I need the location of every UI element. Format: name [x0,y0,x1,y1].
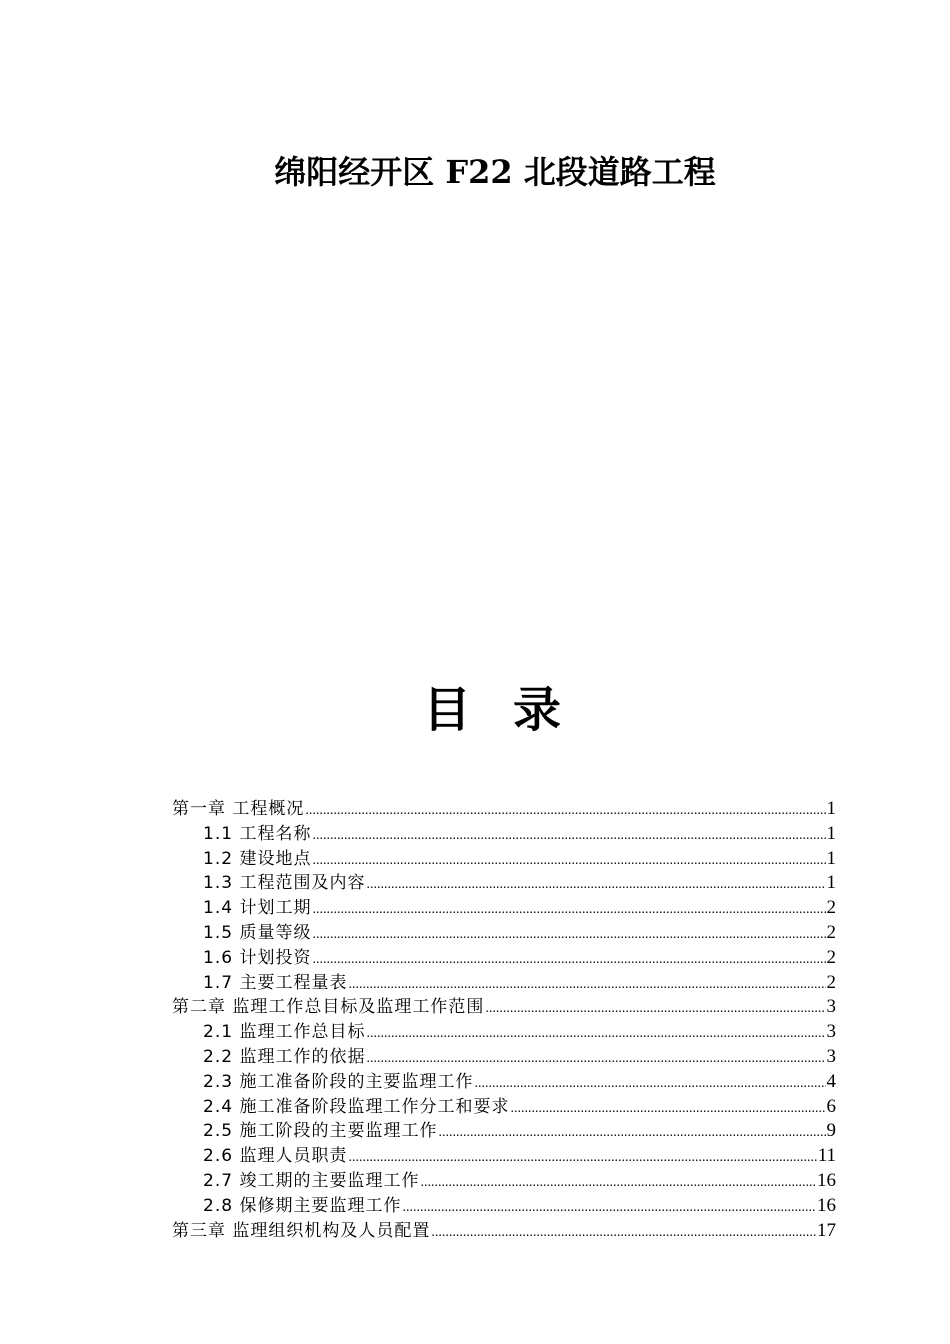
toc-entry[interactable] [172,1169,836,1194]
toc-page-number: 1 [826,872,836,894]
toc-entry[interactable] [172,1020,836,1045]
toc-entry-text: 第一章 工程概况 [172,799,305,819]
toc-dot-leader [474,1072,825,1097]
toc-entry[interactable] [172,1095,836,1120]
toc-page-number: 6 [826,1095,836,1117]
toc-page-number: 1 [826,847,836,869]
toc-dot-leader [366,873,825,898]
toc-heading [0,680,950,740]
toc-entry[interactable] [172,1144,836,1169]
toc-page-number: 2 [826,921,836,943]
toc-dot-leader [438,1121,825,1146]
toc-entry-text: 1.3 工程范围及内容 [203,873,366,894]
toc-entry[interactable] [172,1219,836,1244]
toc-dot-leader [305,799,825,824]
toc-dot-leader [366,1047,825,1072]
document-title: 绵阳经开区 F22 北段道路工程 [274,153,716,191]
toc-entry-text: 1.2 建设地点 [203,848,312,869]
toc-entry-text: 2.4 施工准备阶段监理工作分工和要求 [203,1096,510,1117]
toc-page-number: 1 [826,822,836,844]
toc-dot-leader [485,997,825,1022]
toc-dot-leader [366,1022,825,1047]
toc-page-number: 17 [817,1219,836,1241]
toc-dot-leader [348,1146,816,1171]
toc-entry-text: 1.5 质量等级 [203,922,312,943]
toc-page-number: 16 [817,1169,836,1191]
toc-entry[interactable] [172,1194,836,1219]
toc-page-number: 16 [817,1194,836,1216]
toc-entry-text: 1.6 计划投资 [203,947,312,968]
toc-entry-text: 第二章 监理工作总目标及监理工作范围 [172,997,485,1018]
toc-heading-char-2: 录 [513,682,562,738]
toc-entry-text: 2.1 监理工作总目标 [203,1022,366,1043]
toc-entry[interactable] [172,1045,836,1070]
toc-entry-text: 2.3 施工准备阶段的主要监理工作 [203,1071,474,1092]
toc-dot-leader [312,923,825,948]
toc-dot-leader [312,849,825,874]
toc-entry-text: 2.2 监理工作的依据 [203,1046,366,1067]
toc-page-number: 2 [826,897,836,919]
toc-dot-leader [420,1171,816,1196]
toc-page-number: 1 [826,798,836,819]
toc-dot-leader [348,973,825,998]
toc-entry[interactable] [172,896,836,921]
toc-entry-text: 1.7 主要工程量表 [203,972,348,993]
toc-dot-leader [510,1097,825,1122]
toc-page-number: 3 [826,996,836,1018]
toc-page-number: 3 [826,1045,836,1067]
toc-entry-text: 2.7 竣工期的主要监理工作 [203,1170,420,1191]
toc-page-number: 2 [826,971,836,993]
toc-entry-text: 2.8 保修期主要监理工作 [203,1195,402,1216]
toc-entry-text: 第三章 监理组织机构及人员配置 [172,1220,431,1241]
toc-dot-leader [312,824,825,849]
toc-page-number: 9 [826,1120,836,1142]
toc-entry[interactable] [172,871,836,896]
toc-entry-text: 1.4 计划工期 [203,898,312,919]
toc-dot-leader [402,1196,816,1221]
toc-entry[interactable] [172,797,836,822]
toc-entry[interactable] [172,946,836,971]
toc-dot-leader [312,898,825,923]
toc-dot-leader [312,948,825,973]
toc-dot-leader [431,1221,816,1246]
toc-entry[interactable] [172,995,836,1020]
toc-page-number: 2 [826,946,836,968]
toc-page-number: 4 [826,1070,836,1092]
toc-entry-text: 2.6 监理人员职责 [203,1146,348,1167]
toc-heading-char-1: 目 [422,682,471,738]
toc-entry[interactable] [172,1070,836,1095]
toc-entry-text: 2.5 施工阶段的主要监理工作 [203,1121,438,1142]
toc-entry[interactable] [172,971,836,996]
toc-entry[interactable] [172,1119,836,1144]
toc-entry-text: 1.1 工程名称 [203,823,312,844]
toc-entry[interactable] [172,921,836,946]
toc-page-number: 3 [826,1021,836,1043]
toc-entry[interactable] [172,847,836,872]
table-of-contents [172,797,836,1243]
toc-page-number: 11 [817,1145,836,1167]
toc-entry[interactable] [172,822,836,847]
